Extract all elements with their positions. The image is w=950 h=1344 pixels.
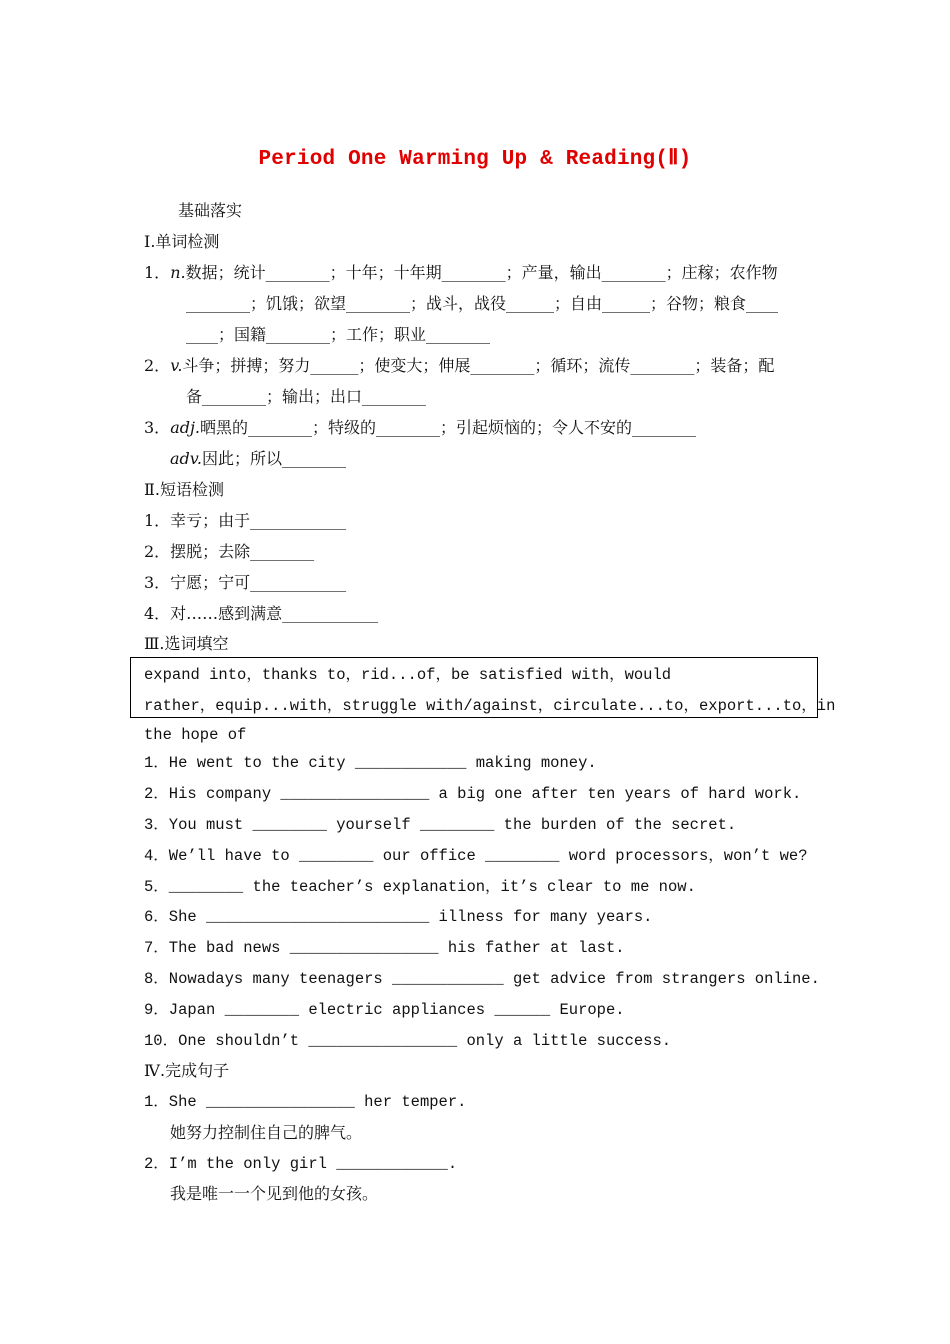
word-bank-line3: the hope of bbox=[144, 726, 247, 744]
section-subtitle: 基础落实 bbox=[178, 201, 243, 220]
fill-item: 6．She ________________________ illness for many years. bbox=[144, 908, 653, 926]
sentence-q1-en: 1．She ________________ her temper. bbox=[144, 1093, 467, 1111]
pos-label: adj. bbox=[170, 418, 201, 437]
q-text: 数据；统计________；十年；十年期________；产量，输出________；庄稼；农作物 bbox=[185, 263, 778, 282]
pos-label: adv. bbox=[170, 449, 203, 468]
vocab-q1-line3: ____；国籍________；工作；职业________ bbox=[186, 325, 491, 344]
q-text: 斗争；拼搏；努力______；使变大；伸展________；循环；流传________；装备；配 bbox=[182, 356, 775, 375]
fill-item: 7．The bad news ________________ his father at last. bbox=[144, 939, 625, 957]
vocab-q3-line1 bbox=[144, 417, 696, 439]
fill-item: 8．Nowadays many teenagers ____________ get advice from strangers online. bbox=[144, 970, 820, 988]
fill-item: 2．His company ________________ a big one after ten years of hard work. bbox=[144, 785, 802, 803]
section3-heading: Ⅲ.选词填空 bbox=[144, 634, 229, 653]
pos-label: v. bbox=[170, 356, 183, 375]
vocab-q2-line2: 备________；输出；出口________ bbox=[186, 387, 427, 406]
fill-item: 9．Japan ________ electric appliances ______ Europe. bbox=[144, 1001, 625, 1019]
page-title: Period One Warming Up & Reading(Ⅱ) bbox=[258, 148, 692, 171]
phrase-item: 3．宁愿；宁可____________ bbox=[144, 573, 347, 592]
q-text: 晒黑的________；特级的________；引起烦恼的；令人不安的________ bbox=[200, 418, 697, 437]
pos-label: n. bbox=[170, 263, 186, 282]
vocab-q3-line2 bbox=[170, 448, 346, 470]
sentence-q2-en: 2．I’m the only girl ____________. bbox=[144, 1155, 458, 1173]
section1-heading: Ⅰ.单词检测 bbox=[144, 232, 220, 251]
word-bank-line2: rather，equip...with，struggle with/against，circulate...to，export...to，in bbox=[144, 697, 836, 715]
vocab-q2-line1 bbox=[144, 355, 774, 377]
fill-item: 10．One shouldn’t ________________ only a little success. bbox=[144, 1032, 672, 1050]
q-text: 因此；所以________ bbox=[202, 449, 347, 468]
sentence-q2-cn: 我是唯一一个见到他的女孩。 bbox=[170, 1184, 379, 1203]
vocab-q1-line1 bbox=[144, 262, 778, 284]
fill-item: 3．You must ________ yourself ________ the burden of the secret. bbox=[144, 816, 737, 834]
vocab-q1-line2: ________；饥饿；欲望________；战斗，战役______；自由______；谷物；粮食____ bbox=[186, 294, 779, 313]
fill-item: 1．He went to the city ____________ making money. bbox=[144, 754, 597, 772]
phrase-item: 1．幸亏；由于____________ bbox=[144, 511, 347, 530]
phrase-item: 2．摆脱；去除________ bbox=[144, 542, 315, 561]
word-bank-line1: expand into，thanks to，rid...of，be satisfied with，would bbox=[144, 666, 672, 684]
sentence-q1-cn: 她努力控制住自己的脾气。 bbox=[170, 1123, 363, 1142]
phrase-item: 4．对……感到满意____________ bbox=[144, 604, 379, 623]
q-number: 3． bbox=[144, 418, 171, 437]
section2-heading: Ⅱ.短语检测 bbox=[144, 480, 224, 499]
q-number: 2． bbox=[144, 356, 171, 375]
fill-item: 5．________ the teacher’s explanation，it’s clear to me now. bbox=[144, 878, 696, 896]
fill-item: 4．We’ll have to ________ our office ________ word processors，won’t we? bbox=[144, 847, 808, 865]
section4-heading: Ⅳ.完成句子 bbox=[144, 1061, 230, 1080]
q-number: 1． bbox=[144, 263, 171, 282]
